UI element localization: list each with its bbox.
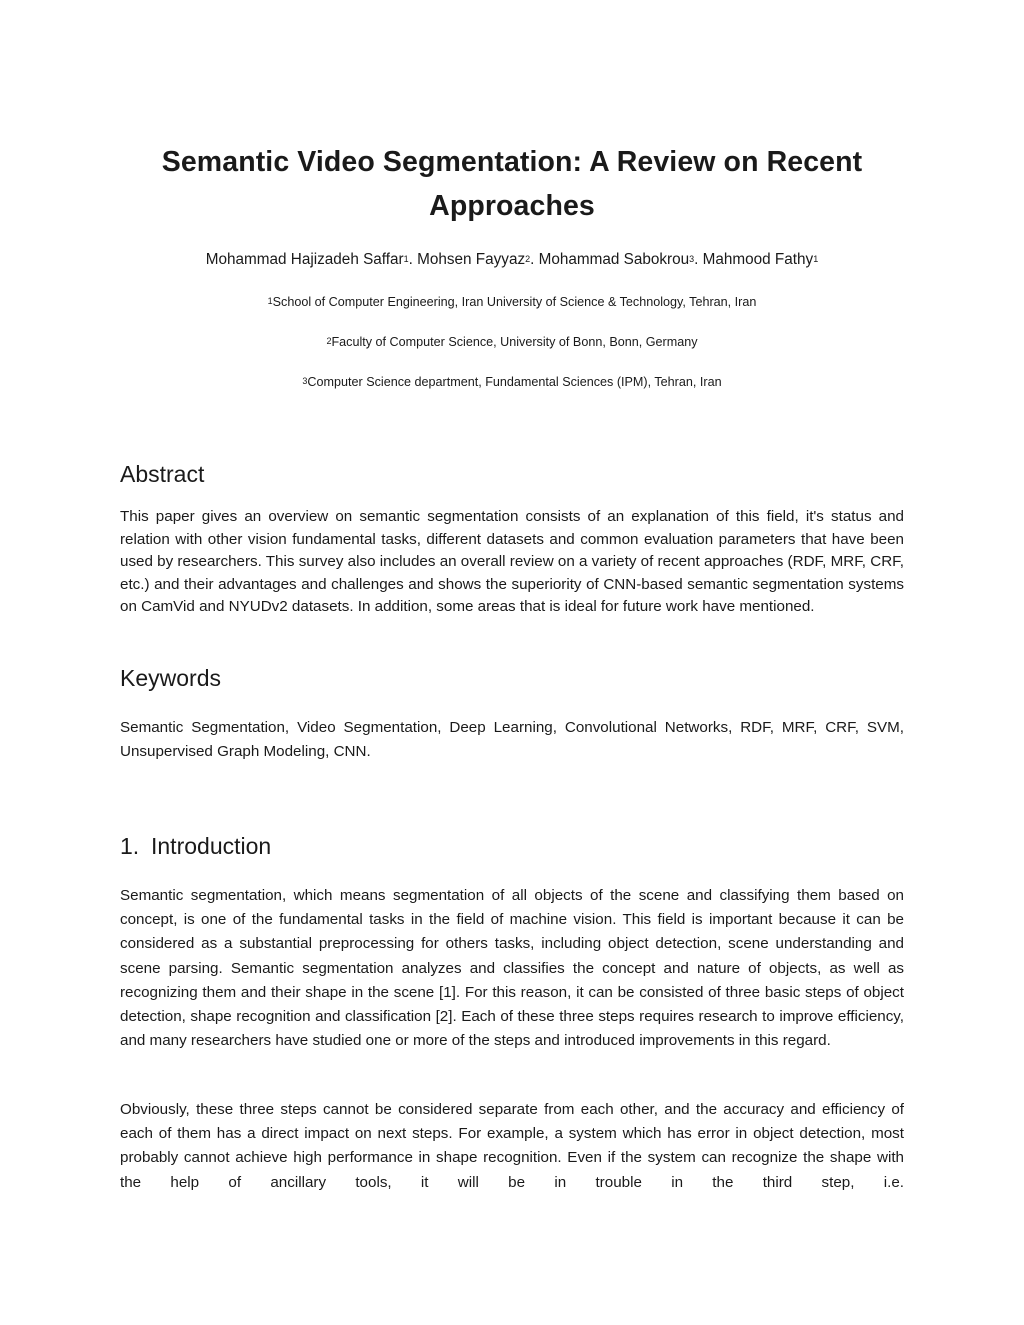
author-affiliation-mark: 1 — [403, 254, 409, 264]
introduction-heading — [120, 831, 271, 861]
abstract-text: This paper gives an overview on semantic segmentation consists of an explanation of this field, it's status and relation with other vision fundamental tasks, different datasets and common evaluation parameters that have been used by researchers. This survey also includes an overall review on a variety of recent approaches (RDF, MRF, CRF, etc.) and their advantages and challenges and shows the superiority of CNN-based semantic segmentation systems on CamVid and NYUDv2 datasets. In addition, some areas that is ideal for future work have mentioned. — [120, 508, 904, 616]
affiliation-3 — [100, 373, 924, 391]
affiliation-number: 2 — [326, 336, 332, 346]
introduction-paragraph-1: Semantic segmentation, which means segmentation of all objects of the scene and classifying them based on concept, is one of the fundamental tasks in the field of machine vision. This field is important because it can be considered as a substantial preprocessing for others tasks, including object detection, scene understanding and scene parsing. Semantic segmentation analyzes and classifies the concept and nature of objects, as well as recognizing them and their shape in the scene [1]. For this reason, it can be consisted of three basic steps of object detection, shape recognition and classification [2]. Each of these three steps requires research to improve efficiency, and many researchers have studied one or more of the steps and introduced improvements in this regard. — [120, 887, 904, 1050]
affiliation-2 — [100, 333, 924, 351]
author-affiliation-mark: 1 — [813, 254, 819, 264]
author-separator: . — [694, 251, 703, 268]
abstract-heading: Abstract — [120, 461, 205, 487]
keywords-text: Semantic Segmentation, Video Segmentation, Deep Learning, Convolutional Networks, RDF, MRF, CRF, SVM, Unsupervised Graph Modeling, CNN. — [120, 719, 904, 760]
affiliation-number: 1 — [267, 296, 273, 306]
author-affiliation-mark: 2 — [525, 254, 531, 264]
author-separator: . — [530, 251, 539, 268]
author-separator: . — [408, 251, 418, 268]
paper-title: Semantic Video Segmentation: A Review on Recent Approaches — [161, 146, 863, 222]
affiliation-1 — [100, 293, 924, 311]
author-name: Mohammad Hajizadeh Saffar — [205, 251, 404, 268]
author-affiliation-mark: 3 — [689, 254, 695, 264]
affiliation-text: School of Computer Engineering, Iran University of Science & Technology, Tehran, Iran — [272, 295, 757, 309]
author-name: Mahmood Fathy — [702, 251, 814, 268]
affiliation-text: Faculty of Computer Science, University of Bonn, Bonn, Germany — [331, 335, 698, 349]
author-name: Mohammad Sabokrou — [538, 251, 690, 268]
introduction-paragraph-2: Obviously, these three steps cannot be considered separate from each other, and the accuracy and efficiency of each of them has a direct impact on next steps. For example, a system which has error in object detection, most probably cannot achieve high performance in shape recognition. Even if the system can recognize the shape with the help of ancillary tools, it will be in trouble in the third step, i.e. — [120, 1101, 904, 1191]
author-name: Mohsen Fayyaz — [417, 251, 526, 268]
section-title: Introduction — [151, 833, 272, 859]
affiliation-number: 3 — [302, 376, 308, 386]
section-number: 1. — [120, 833, 140, 859]
affiliation-text: Computer Science department, Fundamental Sciences (IPM), Tehran, Iran — [307, 375, 722, 389]
author-list — [100, 249, 924, 271]
keywords-heading: Keywords — [120, 665, 221, 691]
